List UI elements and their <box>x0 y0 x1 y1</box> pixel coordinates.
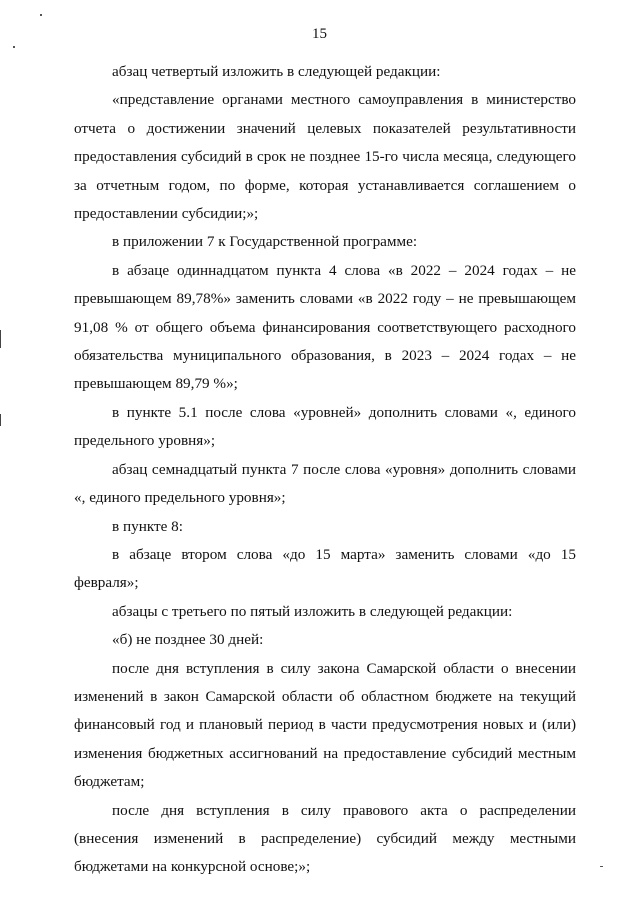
scan-speck <box>600 866 603 867</box>
scan-speck <box>13 46 15 48</box>
paragraph: после дня вступления в силу закона Самарской области о внесении изменений в закон Самарской области об областном бюджете на текущий финансовый год и плановый период в части предусмотрения новых и (или) изменения бюджетных ассигнований на предоставление субсидий местным бюджетам; <box>74 659 576 791</box>
scan-speck <box>40 14 42 16</box>
paragraph: абзацы с третьего по пятый изложить в следующей редакции: <box>112 602 513 620</box>
paragraph: в пункте 5.1 после слова «уровней» дополнить словами «, единого предельного уровня»; <box>74 403 576 450</box>
paragraph: «представление органами местного самоуправления в министерство отчета о достижении значений целевых показателей результативности предоставления субсидий в срок не позднее 15-го числа месяца, следующего за отчетным годом, по форме, которая устанавливается соглашением о предоставлении субсидии;»; <box>74 91 576 223</box>
paragraph: в приложении 7 к Государственной программе: <box>112 233 418 251</box>
paragraph: в пункте 8: <box>112 517 183 535</box>
document-body <box>74 58 576 882</box>
paragraph: абзац четвертый изложить в следующей редакции: <box>112 63 441 80</box>
scan-edge-mark <box>0 330 1 348</box>
paragraph: в абзаце втором слова «до 15 марта» заменить словами «до 15 февраля»; <box>74 545 576 592</box>
paragraph: после дня вступления в силу правового акта о распределении (внесения изменений в распределение) субсидий между местными бюджетами на конкурсной основе;»; <box>74 801 576 876</box>
paragraph: в абзаце одиннадцатом пункта 4 слова «в 2022 – 2024 годах – не превышающем 89,78%» заменить словами «в 2022 году – не превышающем 91,08 % от общего объема финансирования соответствующего расходного обязательства муниципального образования, в 2023 – 2024 годах – не превышающем 89,79 %»; <box>74 261 576 393</box>
scan-edge-mark <box>0 414 1 426</box>
page-number: 15 <box>312 26 327 42</box>
paragraph: «б) не позднее 30 дней: <box>112 631 264 649</box>
paragraph: абзац семнадцатый пункта 7 после слова «уровня» дополнить словами «, единого предельного уровня»; <box>74 460 576 507</box>
